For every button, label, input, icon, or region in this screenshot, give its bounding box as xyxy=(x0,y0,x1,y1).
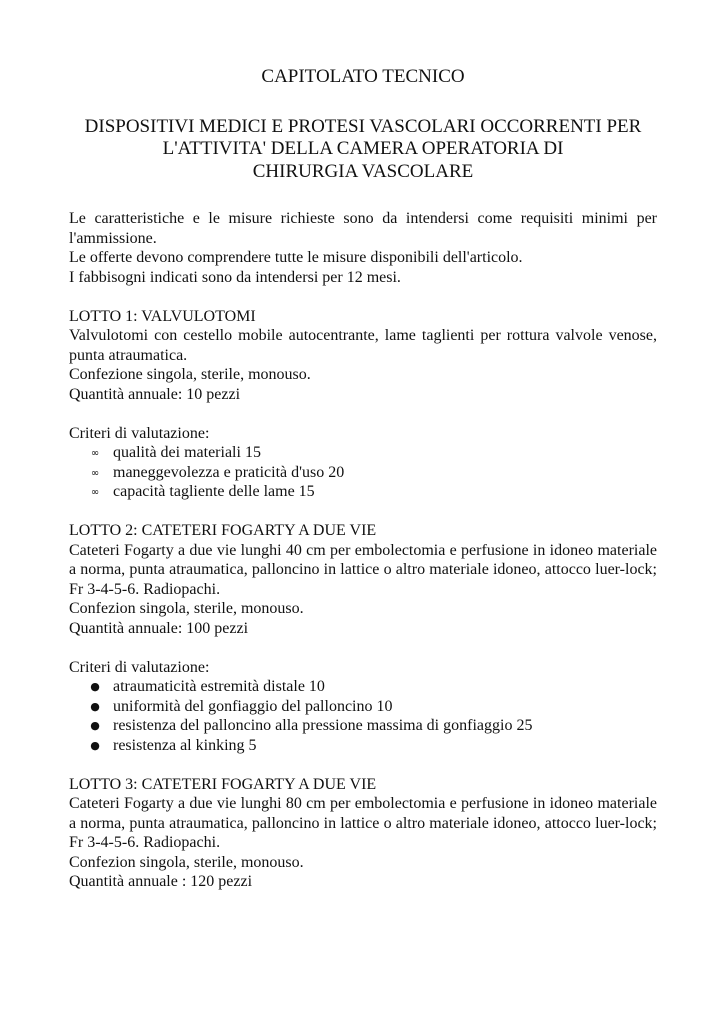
criteria-item-text: capacità tagliente delle lame 15 xyxy=(113,483,315,500)
dot-bullet-icon: ● xyxy=(90,738,100,752)
criteria-item xyxy=(69,697,657,717)
lotto-packaging: Confezione singola, sterile, monouso. xyxy=(69,366,311,383)
criteria-item-text: uniformità del gonfiaggio del palloncino 10 xyxy=(113,697,393,715)
lotto-packaging: Confezion singola, sterile, monouso. xyxy=(69,600,304,617)
dot-bullet-icon: ● xyxy=(90,680,100,693)
lotto-2-section xyxy=(69,521,657,638)
criteria-item-text: atraumaticità estremità distale 10 xyxy=(113,678,325,695)
criteria-item xyxy=(69,736,657,756)
lotto-quantity: Quantità annuale: 10 pezzi xyxy=(69,385,241,403)
criteria-heading: Criteri di valutazione: xyxy=(69,658,210,676)
lotto-2-criteria xyxy=(69,658,657,756)
document-title: CAPITOLATO TECNICO xyxy=(261,66,465,87)
infinity-bullet-icon: ∞ xyxy=(90,487,100,498)
subtitle-line: L'ATTIVITA' DELLA CAMERA OPERATORIA DI xyxy=(162,138,564,159)
lotto-quantity: Quantità annuale: 100 pezzi xyxy=(69,619,249,637)
subtitle-line: CHIRURGIA VASCOLARE xyxy=(252,160,474,182)
dot-bullet-icon: ● xyxy=(90,719,100,732)
infinity-bullet-icon: ∞ xyxy=(90,448,100,459)
lotto-description: Cateteri Fogarty a due vie lunghi 40 cm per embolectomia e perfusione in idoneo materiale a norma, punta atraumatica, palloncino in lattice o altro materiale idoneo, attocco luer-lock; Fr 3-4-5-6. Radiopachi. xyxy=(69,541,657,598)
lotto-heading: LOTTO 3: CATETERI FOGARTY A DUE VIE xyxy=(69,775,377,793)
lotto-heading: LOTTO 1: VALVULOTOMI xyxy=(69,307,256,325)
lotto-1-criteria xyxy=(69,424,657,502)
criteria-item-text: resistenza del palloncino alla pressione massima di gonfiaggio 25 xyxy=(113,717,533,734)
lotto-3-section xyxy=(69,775,657,892)
lotto-description: Valvulotomi con cestello mobile autocentrante, lame taglienti per rottura valvole venose, punta atraumatica. xyxy=(69,327,657,364)
intro-paragraph: Le caratteristiche e le misure richieste sono da intendersi come requisiti minimi per l'ammissione. xyxy=(69,210,657,247)
lotto-description: Cateteri Fogarty a due vie lunghi 80 cm per embolectomia e perfusione in idoneo materiale a norma, punta atraumatica, palloncino in lattice o altro materiale idoneo, attocco luer-lock; Fr 3-4-5-6. Radiopachi. xyxy=(69,795,657,851)
document-subtitle xyxy=(69,116,657,184)
intro-paragraph: I fabbisogni indicati sono da intendersi per 12 mesi. xyxy=(69,268,401,286)
criteria-item xyxy=(69,677,657,697)
criteria-item-text: resistenza al kinking 5 xyxy=(113,736,257,754)
criteria-item xyxy=(69,716,657,736)
criteria-item-text: qualità dei materiali 15 xyxy=(113,444,261,461)
criteria-list xyxy=(69,677,657,755)
lotto-heading: LOTTO 2: CATETERI FOGARTY A DUE VIE xyxy=(69,522,377,539)
subtitle-line: DISPOSITIVI MEDICI E PROTESI VASCOLARI OCCORRENTI PER xyxy=(84,115,642,137)
criteria-item xyxy=(69,463,657,483)
criteria-item xyxy=(69,443,657,463)
lotto-1-section xyxy=(69,307,657,405)
criteria-item xyxy=(69,482,657,502)
dot-bullet-icon: ● xyxy=(90,699,100,713)
lotto-packaging: Confezion singola, sterile, monouso. xyxy=(69,853,304,871)
intro-section xyxy=(69,209,657,287)
infinity-bullet-icon: ∞ xyxy=(90,467,100,479)
document-page xyxy=(69,66,657,892)
criteria-list xyxy=(69,443,657,502)
intro-paragraph: Le offerte devono comprendere tutte le misure disponibili dell'articolo. xyxy=(69,249,523,266)
lotto-quantity: Quantità annuale : 120 pezzi xyxy=(69,873,253,890)
criteria-item-text: maneggevolezza e praticità d'uso 20 xyxy=(113,463,345,481)
criteria-heading: Criteri di valutazione: xyxy=(69,424,210,442)
